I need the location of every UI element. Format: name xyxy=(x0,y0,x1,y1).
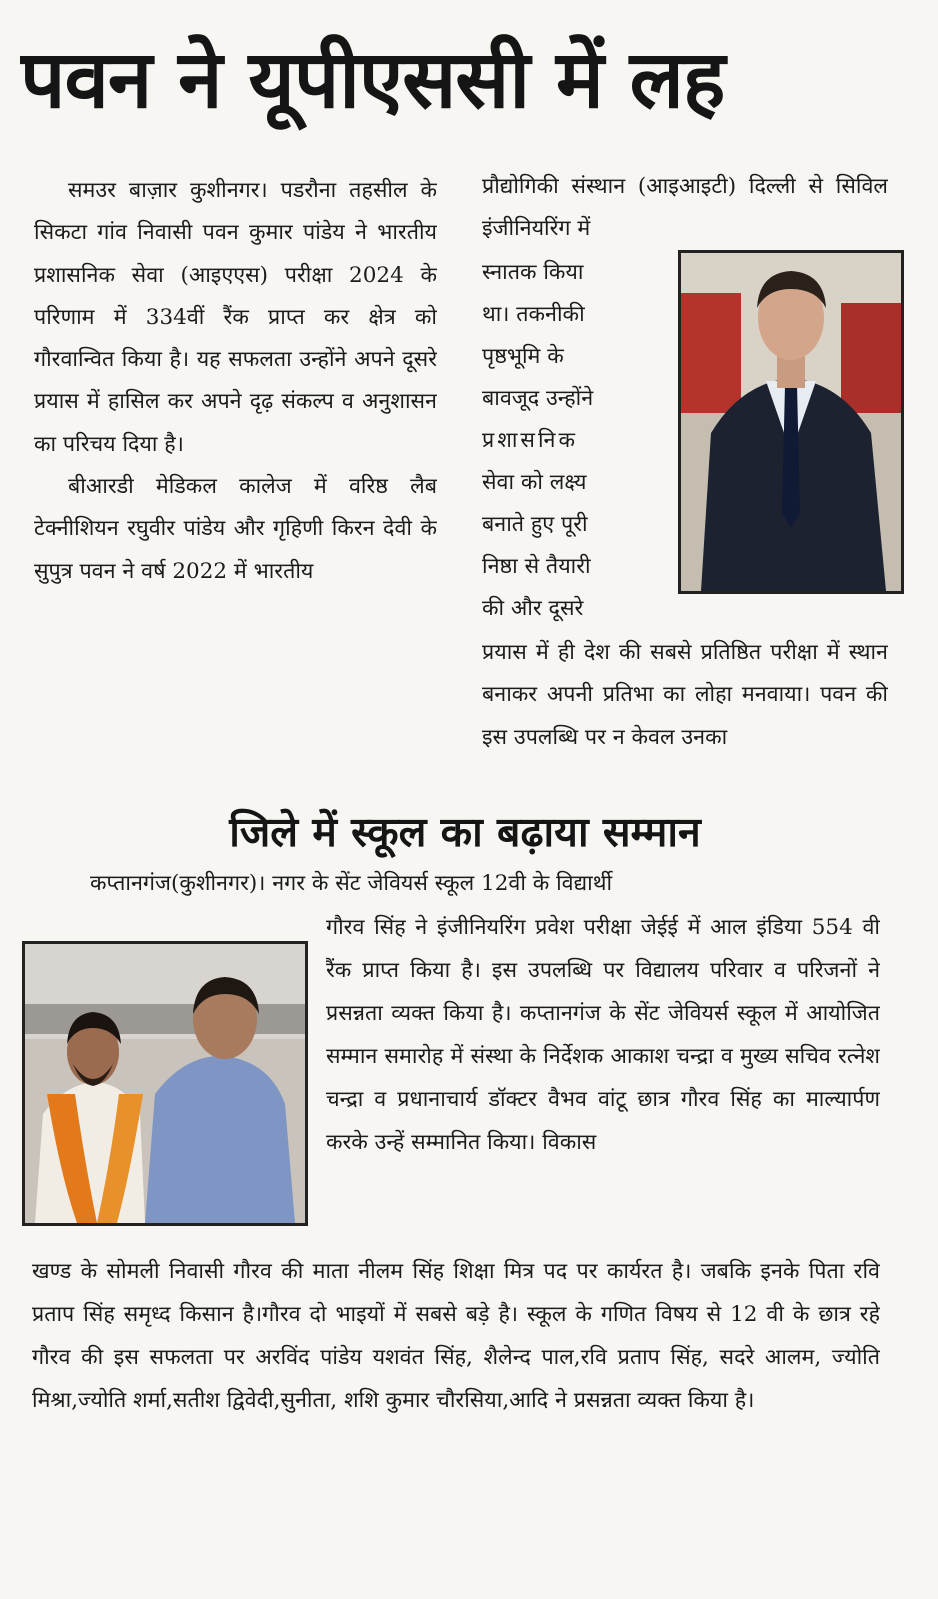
narrow-line: बनाते हुए पूरी xyxy=(482,512,588,537)
article1-column2-top-text: प्रौद्योगिकी संस्थान (आइआइटी) दिल्ली से सिविल इंजीनियरिंग में xyxy=(482,174,888,242)
article1-column2-bottom-text: प्रयास में ही देश की सबसे प्रतिष्ठित परीक्षा में स्थान बनाकर अपनी प्रतिभा का लोहा मनवाया। पवन की इस उपलब्धि पर न केवल उनका xyxy=(482,640,888,750)
article2-photo xyxy=(22,941,308,1226)
article1-paragraph1: समउर बाज़ार कुशीनगर। पडरौना तहसील के सिकटा गांव निवासी पवन कुमार पांडेय ने भारतीय प्रशासनिक सेवा (आइएएस) परीक्षा 2024 के परिणाम में 334वीं रैंक प्राप्त कर क्षेत्र को गौरवान्वित किया है। यह सफलता उन्होंने अपने दूसरे प्रयास में हासिल कर अपने दृढ़ संकल्प व अनुशासन का परिचय दिया है। xyxy=(34,178,437,457)
article2-beside-photo xyxy=(326,906,880,1250)
narrow-line: प्रशासनिक xyxy=(482,428,578,453)
article2-first-line xyxy=(90,862,890,906)
portrait-man-in-suit xyxy=(681,253,901,591)
article1-column2-bottom xyxy=(482,632,888,804)
headline: पवन ने यूपीएससी में लह xyxy=(20,33,725,126)
narrow-line: की और दूसरे xyxy=(482,596,584,621)
article1-paragraph2: बीआरडी मेडिकल कालेज में वरिष्ठ लैब टेक्नीशियन रघुवीर पांडेय और गृहिणी किरन देवी के सुपुत्र पवन ने वर्ष 2022 में भारतीय xyxy=(34,474,437,584)
article1-column2-top xyxy=(482,166,888,252)
article1-column1 xyxy=(34,170,437,804)
article2-first-line-text: कप्तानगंज(कुशीनगर)। नगर के सेंट जेवियर्स स्कूल 12वी के विद्यार्थी xyxy=(90,871,613,896)
photo-student-with-principal xyxy=(25,944,305,1223)
narrow-line: स्नातक किया xyxy=(482,260,584,285)
article1-column2-narrow xyxy=(482,252,662,632)
narrow-line: बावजूद उन्होंने xyxy=(482,386,594,411)
article2-full-width xyxy=(32,1250,880,1508)
narrow-line: था। तकनीकी xyxy=(482,302,585,327)
article2-full-width-text: खण्ड के सोमली निवासी गौरव की माता नीलम सिंह शिक्षा मित्र पद पर कार्यरत है। जबकि इनके पिता रवि प्रताप सिंह समृध्द किसान है।गौरव दो भाइयों में सबसे बड़े है। स्कूल के गणित विषय से 12 वी के छात्र रहे गौरव की इस सफलता पर अरविंद पांडेय यशवंत सिंह, शैलेन्द पाल,रवि प्रताप सिंह, सदरे आलम, ज्योति मिश्रा,ज्योति शर्मा,सतीश द्विवेदी,सुनीता, शशि कुमार चौरसिया,आदि ने प्रसन्नता व्यक्त किया है। xyxy=(32,1259,880,1413)
narrow-line: निष्ठा से तैयारी xyxy=(482,554,591,579)
narrow-line: सेवा को लक्ष्य xyxy=(482,470,587,495)
article2-beside-photo-text: गौरव सिंह ने इंजीनियरिंग प्रवेश परीक्षा जेईई में आल इंडिया 554 वी रैंक प्राप्त किया है। इस उपलब्धि पर विद्यालय परिवार व परिजनों ने प्रसन्नता व्यक्त किया है। कप्तानगंज के सेंट जेवियर्स स्कूल में आयोजित सम्मान समारोह में संस्था के निर्देशक आकाश चन्द्रा व मुख्य सचिव रत्नेश चन्द्रा व प्रधानाचार्य डॉक्टर वैभव वांटू छात्र गौरव सिंह का माल्यार्पण करके उन्हें सम्मानित किया। विकास xyxy=(326,915,880,1155)
article2-title: जिले में स्कूल का बढ़ाया सम्मान xyxy=(229,808,701,856)
article1-photo xyxy=(678,250,904,594)
narrow-line: पृष्ठभूमि के xyxy=(482,344,564,369)
